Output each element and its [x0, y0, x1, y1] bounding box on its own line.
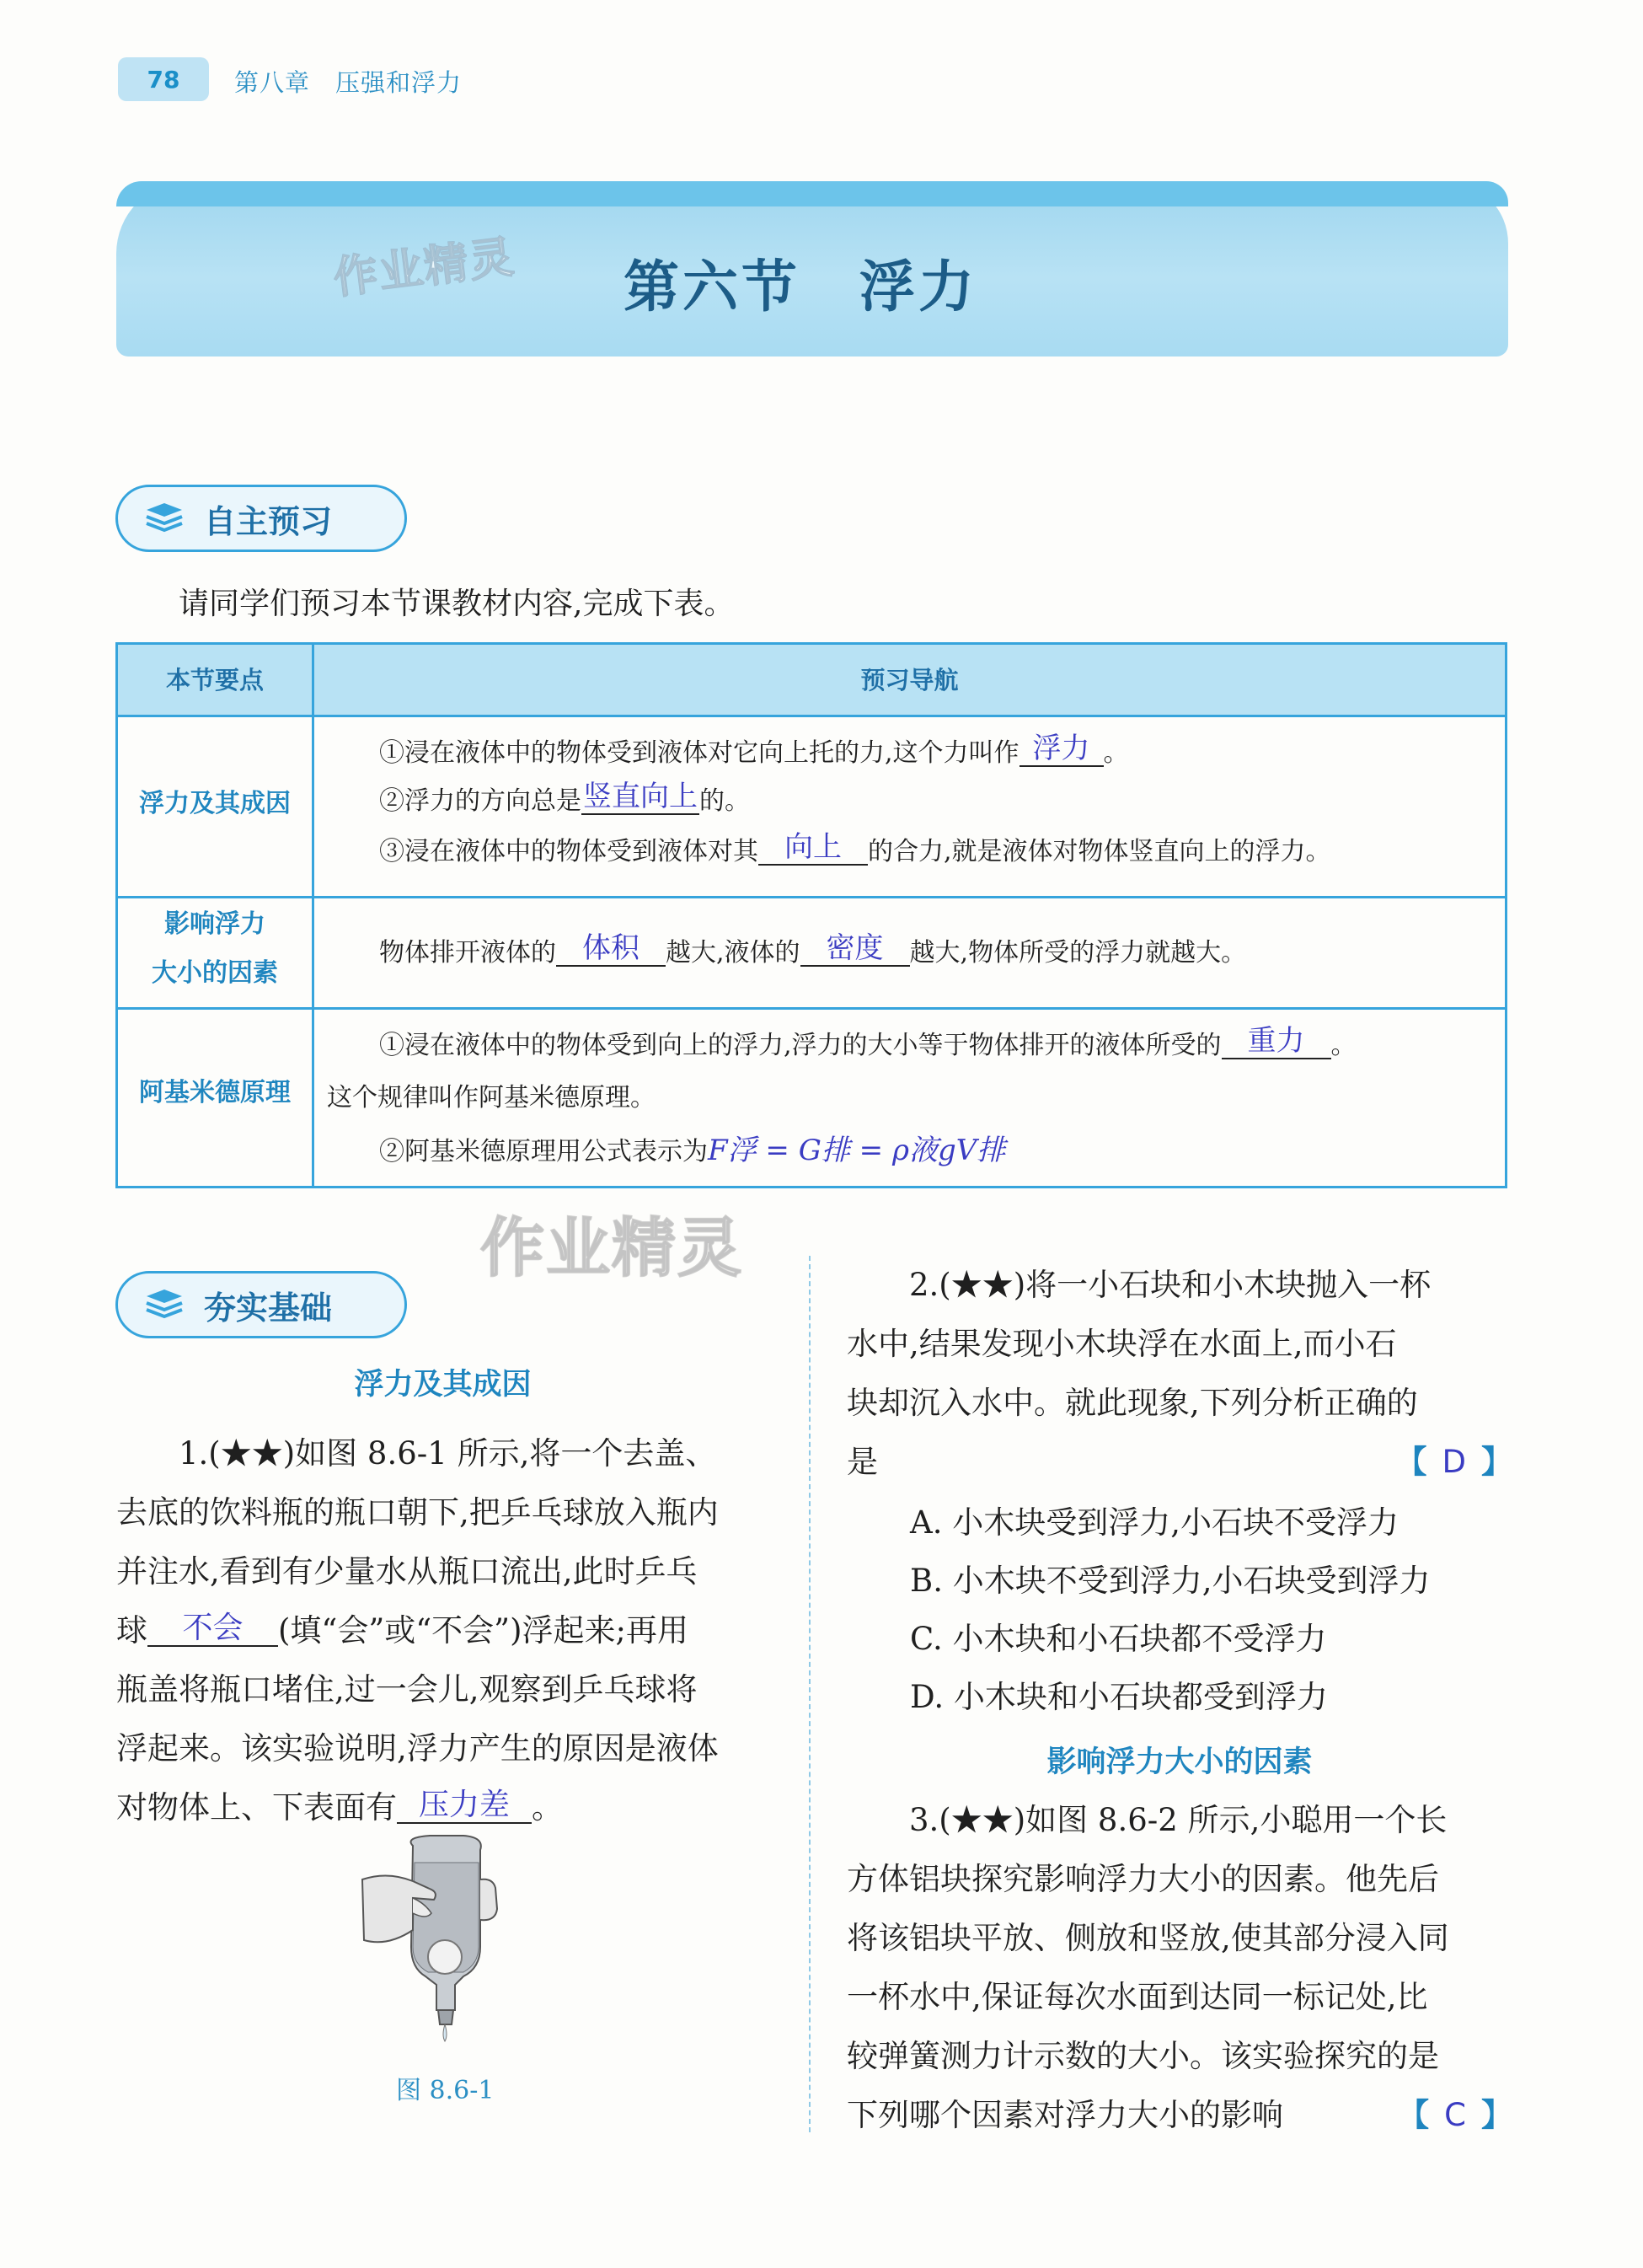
- table-row-divider: [118, 715, 1505, 717]
- answer-blank: 重力: [1222, 1024, 1331, 1059]
- answer-blank: 向上: [758, 830, 868, 866]
- column-divider: [809, 1256, 811, 2132]
- table-header-key-points: 本节要点: [165, 666, 264, 694]
- option-b: B. 小木块不受到浮力,小石块受到浮力: [910, 1563, 1431, 1599]
- line-text: 越大,液体的: [666, 938, 800, 968]
- line-text: ②浮力的方向总是: [379, 786, 581, 816]
- page-number: 78: [118, 57, 209, 101]
- option-d: D. 小木块和小石块都受到浮力: [910, 1679, 1328, 1715]
- line-text: ③浸在液体中的物体受到液体对其: [379, 837, 758, 866]
- line-text: 。: [1330, 1031, 1357, 1060]
- q1-text: 球: [116, 1612, 147, 1649]
- line-text: 越大,物体所受的浮力就越大。: [909, 938, 1247, 968]
- preview-section-label: 自主预习: [204, 502, 333, 540]
- basics-section-label: 夯实基础: [204, 1289, 333, 1327]
- chapter-heading: [234, 64, 462, 99]
- table-row-divider: [118, 896, 1505, 898]
- question-2: [847, 1256, 1512, 1492]
- table-line: 这个规律叫作阿基米德原理。: [327, 1083, 656, 1113]
- q2-line: 水中,结果发现小木块浮在水面上,而小石: [847, 1326, 1397, 1362]
- preview-table: [115, 642, 1507, 1188]
- preview-section-pill: [115, 485, 407, 552]
- q2-text: 是: [847, 1444, 878, 1480]
- option-a: A. 小木块受到浮力,小石块不受浮力: [910, 1504, 1399, 1541]
- answer-choice: C: [1444, 2097, 1466, 2133]
- line-text: 。: [1103, 738, 1129, 768]
- bracket-open: 【: [1398, 2097, 1430, 2133]
- answer-choice: D: [1442, 1444, 1466, 1480]
- page-watermark: 作业精灵: [480, 1210, 743, 1285]
- table-line: [379, 732, 1129, 770]
- banner-watermark: 作业精灵: [330, 232, 518, 304]
- q1-line: 瓶盖将瓶口堵住,过一会儿,观察到乒乓球将: [116, 1671, 698, 1708]
- table-line: [379, 830, 1331, 869]
- question-3: [847, 1791, 1512, 2145]
- basics-section-pill: [115, 1271, 407, 1338]
- q2-line: 2.(★★)将一小石块和小木块抛入一杯: [909, 1267, 1432, 1303]
- table-line: [379, 1024, 1357, 1063]
- table-line: [379, 780, 750, 818]
- answer-blank: 竖直向上: [583, 780, 698, 813]
- row-label-line: 影响浮力: [164, 909, 265, 939]
- q3-line: [847, 2086, 1512, 2145]
- chapter-number: 第八章: [234, 68, 311, 97]
- section-number: 第六节: [623, 255, 800, 319]
- q1-text: 。: [532, 1789, 563, 1826]
- q2-line: [847, 1433, 1512, 1492]
- bracket-close: 】: [1481, 2097, 1512, 2133]
- table-line: [379, 931, 1246, 970]
- line-text: ②阿基米德原理用公式表示为: [379, 1137, 708, 1166]
- q2-line: 块却沉入水中。就此现象,下列分析正确的: [847, 1385, 1418, 1421]
- line-text: 的。: [699, 786, 750, 816]
- row-label-factors: [118, 900, 312, 998]
- row-label-archimedes: 阿基米德原理: [139, 1078, 291, 1107]
- section-topic: 浮力: [859, 255, 977, 319]
- line-text: ①浸在液体中的物体受到向上的浮力,浮力的大小等于物体排开的液体所受的: [379, 1031, 1222, 1060]
- section-title: [623, 242, 977, 322]
- answer-blank: 浮力: [1020, 732, 1104, 767]
- figure-bottle-illustration: [354, 1829, 522, 2048]
- table-line: [379, 1127, 1005, 1168]
- archimedes-formula: F浮 = G排 = ρ液gV排: [708, 1134, 1006, 1167]
- q3-line: 一杯水中,保证每次水面到达同一标记处,比: [847, 1979, 1428, 2015]
- answer-blank: 体积: [556, 931, 666, 967]
- line-text: ①浸在液体中的物体受到液体对它向上托的力,这个力叫作: [379, 738, 1020, 768]
- question-1: [116, 1424, 773, 1837]
- subheading-factors: 影响浮力大小的因素: [1046, 1745, 1313, 1779]
- q1-line: 浮起来。该实验说明,浮力产生的原因是液体: [116, 1730, 719, 1767]
- books-icon: [143, 501, 185, 535]
- figure-caption: 图 8.6-1: [396, 2076, 495, 2105]
- q3-line: 较弹簧测力计示数的大小。该实验探究的是: [847, 2038, 1439, 2074]
- q1-line: 并注水,看到有少量水从瓶口流出,此时乒乓: [116, 1553, 698, 1590]
- chapter-title: 压强和浮力: [335, 68, 463, 97]
- books-icon: [143, 1288, 185, 1322]
- q1-line: [116, 1601, 773, 1660]
- q1-line: 去底的饮料瓶的瓶口朝下,把乒乓球放入瓶内: [116, 1494, 719, 1531]
- table-column-divider: [312, 645, 314, 1186]
- subheading-buoyancy-cause: 浮力及其成因: [354, 1368, 532, 1402]
- q3-line: 方体铝块探究影响浮力大小的因素。他先后: [847, 1861, 1439, 1897]
- line-text: 的合力,就是液体对物体竖直向上的浮力。: [868, 837, 1331, 866]
- row-label-line: 大小的因素: [152, 958, 278, 988]
- line-text: 物体排开液体的: [379, 938, 556, 968]
- answer-bracket: [1396, 1433, 1513, 1492]
- q3-line: 将该铝块平放、侧放和竖放,使其部分浸入同: [847, 1920, 1449, 1956]
- q2-options: [910, 1493, 1430, 1726]
- q3-line: 3.(★★)如图 8.6-2 所示,小聪用一个长: [909, 1802, 1448, 1838]
- q1-line: 1.(★★)如图 8.6-1 所示,将一个去盖、: [179, 1435, 717, 1472]
- answer-bracket: [1398, 2086, 1512, 2145]
- bracket-close: 】: [1481, 1444, 1512, 1480]
- q1-text: 对物体上、下表面有: [116, 1789, 397, 1826]
- q3-text: 下列哪个因素对浮力大小的影响: [847, 2097, 1283, 2133]
- option-c: C. 小木块和小石块都不受浮力: [910, 1621, 1327, 1657]
- table-header-guide: 预习导航: [860, 666, 959, 694]
- bracket-open: 【: [1395, 1444, 1427, 1480]
- preview-intro: 请同学们预习本节课教材内容,完成下表。: [179, 587, 735, 621]
- q1-text: (填“会”或“不会”)浮起来;再用: [278, 1612, 688, 1649]
- row-label-buoyancy-cause: 浮力及其成因: [139, 789, 291, 818]
- title-banner-top-strip: [116, 181, 1508, 206]
- table-row-divider: [118, 1007, 1505, 1010]
- answer-blank: 压力差: [397, 1788, 532, 1824]
- answer-blank: 密度: [800, 931, 910, 967]
- answer-blank: 不会: [147, 1611, 278, 1647]
